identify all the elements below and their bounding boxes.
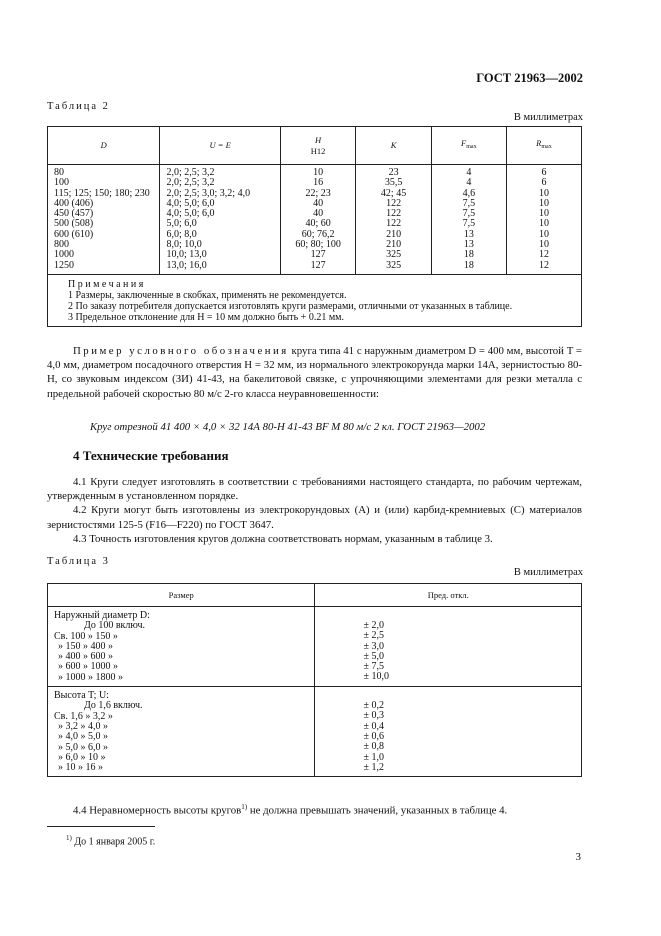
- example-text: круга типа 41 с наружным диаметром D = 400 мм, высотой T = 4,0 мм, диаметром посадочного отверстия H = 32 мм, из нормального электрокорунда марки 14А, зернистостью 80-Н, со звуковым индексом (ЗИ) 41-43, на бакелитовой связке, с упрочняющими элементами для резки металла с предельной рабочей скоростью 80 м/с 2-го класса неуравновешенности:: [47, 345, 582, 400]
- table2-caption: Таблица 2: [47, 101, 110, 112]
- table3-caption: Таблица 3: [47, 556, 110, 567]
- page-number: 3: [575, 851, 581, 863]
- para-4-1: 4.1 Круги следует изготовлять в соответствии с требованиями настоящего стандарта, по рабочим чертежам, утвержденным в установленном порядке.: [47, 476, 582, 503]
- table2-header-f: $F_{max}$: [431, 127, 506, 165]
- table3: [47, 583, 582, 777]
- para-4-3: 4.3 Точность изготовления кругов должна соответствовать нормам, указанным в таблице 3.: [73, 532, 493, 545]
- table2-notes: [48, 274, 582, 326]
- footnote-divider: [47, 826, 155, 827]
- table2-header-h: H H12: [280, 127, 355, 165]
- footnote: $^{1)}$ До 1 января 2005 г.: [66, 834, 156, 848]
- table2-units: В миллиметрах: [513, 112, 583, 123]
- table3-header-dev: Пред. откл.: [315, 584, 582, 607]
- table2-col-h: 10 16 22; 23 40 40 40; 60 60; 76,2 60; 80; 100 127 127: [280, 165, 355, 275]
- standard-header: ГОСТ 21963—2002: [476, 71, 583, 85]
- table3-group1-sizes: Наружный диаметр D: До 100 включ. Св. 100 » 150 » » 150 » 400 » » 400 » 600 » » 600 » 1000 » » 1000 » 1800 »: [48, 607, 315, 687]
- table2-col-f: 4 4 4,6 7,5 7,5 7,5 13 13 18 18: [431, 165, 506, 275]
- example-paragraph: [47, 344, 582, 401]
- note-1: 1 Размеры, заключенные в скобках, применять не рекомендуется.: [68, 289, 347, 301]
- section4-paragraphs: [47, 475, 582, 546]
- table2-header-d: D: [48, 127, 160, 165]
- table2: [47, 126, 582, 327]
- table3-group2-dev: ± 0,2 ± 0,3 ± 0,4 ± 0,6 ± 0,8 ± 1,0 ± 1,2: [315, 687, 582, 777]
- example-lead: Пример условного обозначения: [73, 345, 289, 357]
- notes-title: Примечания: [68, 278, 146, 290]
- table2-col-r: 6 6 10 10 10 10 10 10 12 12: [506, 165, 581, 275]
- para-4-2: 4.2 Круги могут быть изготовлены из электрокорундовых (А) и (или) карбид-кремниевых (С) материалов зернистостями 125-5 (F16—F220) по ГОСТ 3647.: [47, 504, 582, 531]
- section4-heading: 4 Технические требования: [73, 448, 229, 463]
- example-designation: Круг отрезной 41 400 × 4,0 × 32 14А 80-Н 41-43 BF M 80 м/с 2 кл. ГОСТ 21963—2002: [90, 421, 486, 433]
- table2-col-ue: 2,0; 2,5; 3,2 2,0; 2,5; 3,2 2,0; 2,5; 3,0; 3,2; 4,0 4,0; 5,0; 6,0 4,0; 5,0; 6,0 5,0; 6,0 6,0; 8,0 8,0; 10,0 10,0; 13,0 13,0; 16,0: [160, 165, 280, 275]
- table2-header-ue: U = E: [160, 127, 280, 165]
- table2-header-r: $R_{max}$: [506, 127, 581, 165]
- table2-col-k: 23 35,5 42; 45 122 122 122 210 210 325 325: [356, 165, 431, 275]
- note-2: 2 По заказу потребителя допускается изготовлять круги размерами, отличными от указанных в таблице.: [68, 300, 513, 312]
- table3-units: В миллиметрах: [513, 567, 583, 578]
- note-3: 3 Предельное отклонение для H = 10 мм должно быть + 0.21 мм.: [68, 311, 344, 323]
- table2-col-d: 80 100 115; 125; 150; 180; 230 400 (406) 450 (457) 500 (508) 600 (610) 800 1000 1250: [48, 165, 160, 275]
- table3-group2-sizes: Высота T; U: До 1,6 включ. Св. 1,6 » 3,2 » » 3,2 » 4,0 » » 4,0 » 5,0 » » 5,0 » 6,0 » » 6,0 » 10 » » 10 » 16 »: [48, 687, 315, 777]
- para-4-4: 4.4 Неравномерность высоты кругов$^{1)}$ не должна превышать значений, указанных в таблице 4.: [73, 803, 508, 817]
- table3-group1-dev: ± 2,0 ± 2,5 ± 3,0 ± 5,0 ± 7,5 ± 10,0: [315, 607, 582, 687]
- table2-header-k: K: [356, 127, 431, 165]
- table3-header-size: Размер: [48, 584, 315, 607]
